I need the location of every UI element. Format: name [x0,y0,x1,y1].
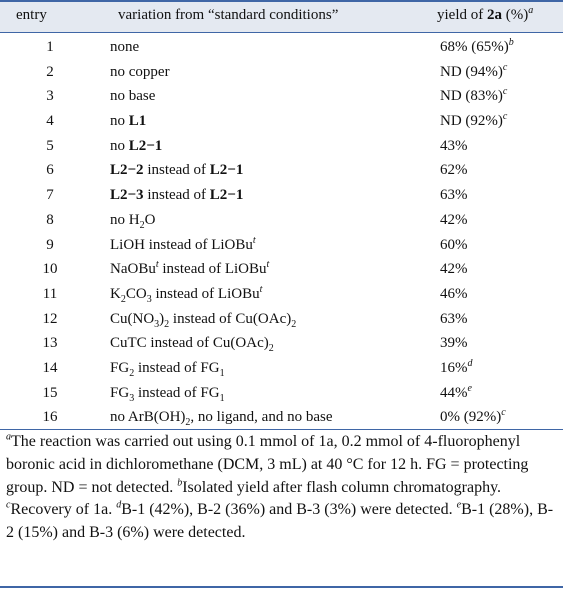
cell-yield: 43% [440,137,468,154]
cell-yield: ND (92%)$^c$ [440,111,508,130]
table-row [0,61,563,86]
footnote-marker-c: c [6,500,11,512]
cell-variation: L2−3 instead of L2−1 [110,187,244,204]
table-row [0,184,563,209]
cell-entry: 7 [46,187,54,204]
footnote-marker-a: a [6,431,11,443]
cell-variation: $K_2CO_3$ instead of LiOBu$^t$ [110,283,263,305]
table-row [0,406,563,431]
table-body [0,36,563,431]
table-row [0,332,563,357]
cell-yield: 44%$^e$ [440,382,472,401]
cell-variation: CuTC instead of $Cu(OAc)_2$ [110,335,274,355]
cell-entry: 9 [46,236,54,253]
cell-variation: none [110,39,140,55]
cell-entry: 5 [46,137,54,154]
cell-entry: 3 [46,88,54,105]
cell-entry: 2 [46,63,54,80]
footnote-d: B-1 (42%), B-2 (36%) and B-3 (3%) were detected. [121,501,453,519]
cell-variation: no base [110,88,156,105]
header-entry: entry [16,7,47,23]
header-variation: variation from “standard conditions” [118,7,339,23]
cell-variation: NaOBu$^t$ instead of LiOBu$^t$ [110,259,270,278]
cell-variation: LiOH instead of LiOBu$^t$ [110,234,256,253]
cell-entry: 10 [42,261,58,278]
footnote-b: Isolated yield after flash column chromatography. [182,478,502,496]
footnote-marker-e: e [456,500,462,512]
cell-entry: 16 [42,409,58,426]
cell-entry: 8 [46,211,54,228]
table-row [0,258,563,283]
table-header [0,0,563,33]
cell-yield: 16%$^d$ [440,357,473,376]
cell-variation: no L2−1 [110,137,163,154]
cell-yield: 63% [440,187,468,204]
table-row [0,36,563,61]
table-row [0,85,563,110]
footnote-marker-b: b [177,477,183,489]
footnote-a: The reaction was carried out using 0.1 mmol of 1a, 0.2 mmol of 4-fluorophenyl boronic acid in dichloromethane (DCM, 3 mL) at 40 °C for 12 h. FG = protecting group. ND = not detected. [6,433,529,496]
header-yield: yield of 2a (%)$^a$ [437,5,534,23]
footnote-marker-d: d [116,500,122,512]
cell-entry: 15 [42,384,58,401]
footnote-bottom-rule [0,586,563,588]
table-row [0,382,563,407]
cell-entry: 14 [42,359,58,376]
cell-yield: 39% [440,335,468,352]
cell-entry: 11 [42,285,58,302]
cell-variation: no $ArB(OH)_2$, no ligand, and no base [110,409,333,429]
footnote-c: Recovery of 1a. [10,501,113,519]
cell-yield: 62% [440,162,468,179]
table-bottom-rule [0,429,563,430]
cell-yield: 42% [440,211,468,228]
cell-yield: 60% [440,236,468,253]
cell-yield: 63% [440,310,468,327]
cell-entry: 4 [46,113,54,130]
table-row [0,209,563,234]
table-row [0,357,563,382]
cell-yield: ND (94%)$^c$ [440,61,508,80]
table-row [0,135,563,160]
footnote-e: B-1 (28%), B-2 (15%) and B-3 (6%) were detected. [6,501,554,542]
table-row [0,308,563,333]
cell-variation: $FG_3$ instead of $FG_1$ [110,384,225,404]
table-row [0,110,563,135]
cell-yield: ND (83%)$^c$ [440,86,508,105]
cell-variation: L2−2 instead of L2−1 [110,162,244,179]
cell-entry: 12 [42,310,58,327]
cell-variation: $Cu(NO_3)_2$ instead of $Cu(OAc)_2$ [110,310,297,330]
cell-variation: no $H_2O$ [110,211,156,231]
cell-yield: 68% (65%)$^b$ [440,37,514,55]
cell-variation: $FG_2$ instead of $FG_1$ [110,359,225,379]
cell-yield: 0% (92%)$^c$ [440,407,506,426]
cell-yield: 46% [440,285,468,302]
table-row [0,159,563,184]
cell-entry: 13 [42,335,58,352]
table-footnotes [6,431,558,545]
cell-variation: no L1 [110,113,147,130]
cell-yield: 42% [440,261,468,278]
cell-entry: 1 [46,39,54,55]
table-row [0,234,563,259]
table-row [0,283,563,308]
cell-variation: no copper [110,63,170,80]
cell-entry: 6 [46,162,54,179]
